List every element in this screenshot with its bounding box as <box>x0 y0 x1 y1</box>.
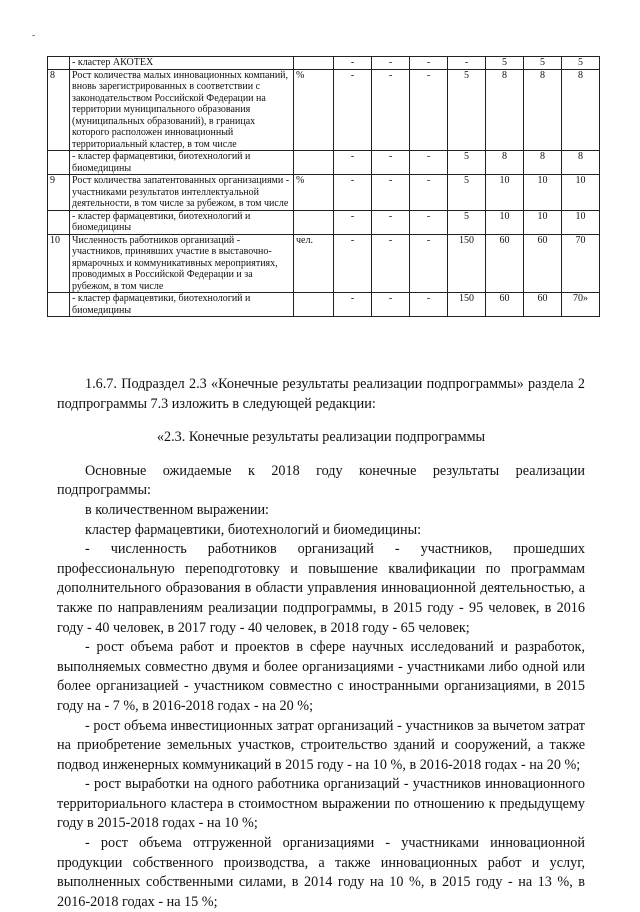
bullet-investment: - рост объема инвестиционных затрат организаций - участников за вычетом затрат на приобретение земельных участков, строительство зданий и сооружений, а также подвод инженерных коммуникаций в 2015 году - на 10 %, в 2016-2018 годах - на 20 %; <box>57 717 585 773</box>
table-row <box>48 210 600 234</box>
value-cell: - <box>372 293 410 317</box>
value-cell: 10 <box>562 175 600 211</box>
unit-cell <box>294 151 334 175</box>
value-cell: 10 <box>486 175 524 211</box>
row-number-cell: 10 <box>48 234 70 293</box>
row-number-cell <box>48 210 70 234</box>
value-cell: - <box>334 293 372 317</box>
value-cell: 5 <box>486 57 524 70</box>
value-cell: - <box>372 69 410 151</box>
value-cell: 5 <box>448 151 486 175</box>
value-cell: 8 <box>486 151 524 175</box>
value-cell: - <box>410 210 448 234</box>
value-cell: 150 <box>448 234 486 293</box>
value-cell: 10 <box>524 210 562 234</box>
indicator-name-cell: - кластер фармацевтики, биотехнологий и биомедицины <box>70 151 294 175</box>
table-row <box>48 151 600 175</box>
value-cell: 5 <box>448 69 486 151</box>
value-cell: 8 <box>524 151 562 175</box>
indicator-name-cell: - кластер фармацевтики, биотехнологий и биомедицины <box>70 293 294 317</box>
value-cell: - <box>410 69 448 151</box>
value-cell: 70» <box>562 293 600 317</box>
paragraph-quantitative: в количественном выражении: <box>85 501 269 518</box>
value-cell: - <box>334 57 372 70</box>
value-cell: 60 <box>524 234 562 293</box>
value-cell: - <box>410 234 448 293</box>
value-cell: - <box>334 210 372 234</box>
indicator-name-cell: - кластер АКОТЕХ <box>70 57 294 70</box>
row-number-cell: 9 <box>48 175 70 211</box>
table-row <box>48 175 600 211</box>
table-row <box>48 69 600 151</box>
table-row <box>48 293 600 317</box>
value-cell: - <box>372 151 410 175</box>
value-cell: - <box>334 151 372 175</box>
value-cell: 8 <box>562 69 600 151</box>
unit-cell: чел. <box>294 234 334 293</box>
value-cell: - <box>334 234 372 293</box>
value-cell: - <box>410 175 448 211</box>
value-cell: - <box>372 234 410 293</box>
value-cell: - <box>334 175 372 211</box>
section-heading: «2.3. Конечные результаты реализации подпрограммы <box>156 429 486 446</box>
value-cell: - <box>334 69 372 151</box>
bullet-shipments: - рост объема отгруженной организациями - участниками инновационной продукции собственного производства, а также инновационных работ и услуг, выполненных собственными силами, в 2014 году на 10 %, в 2015 году - на 13 %, в 2016-2018 годах - на 15 %; <box>57 835 585 910</box>
paragraph-expected-results: Основные ожидаемые к 2018 году конечные результаты реализации подпрограммы: <box>57 462 585 499</box>
value-cell: 5 <box>448 175 486 211</box>
table-row <box>48 57 600 70</box>
row-number-cell <box>48 151 70 175</box>
value-cell: 5 <box>448 210 486 234</box>
value-cell: 5 <box>524 57 562 70</box>
row-number-cell: 8 <box>48 69 70 151</box>
value-cell: 8 <box>486 69 524 151</box>
value-cell: 70 <box>562 234 600 293</box>
unit-cell: % <box>294 175 334 211</box>
value-cell: - <box>410 293 448 317</box>
value-cell: - <box>372 57 410 70</box>
table-row <box>48 234 600 293</box>
value-cell: - <box>448 57 486 70</box>
row-number-cell <box>48 293 70 317</box>
bullet-research: - рост объема работ и проектов в сфере научных исследований и разработок, выполняемых совместно двумя и более организациями - участниками либо одной или более организацией - участником совместно с иностранными организациями, в 2015 году на - 7 %, в 2016-2018 годах - на 20 %; <box>57 639 585 714</box>
indicator-name-cell: Рост количества малых инновационных компаний, вновь зарегистрированных в соответствии с законодательством Российской Федерации на территории муниципального образования (муниципальных образований), в границах которого расположен инновационный территориальный кластер, в том числе <box>70 69 294 151</box>
value-cell: 60 <box>524 293 562 317</box>
value-cell: 8 <box>562 151 600 175</box>
value-cell: 60 <box>486 234 524 293</box>
paragraph-cluster: кластер фармацевтики, биотехнологий и биомедицины: <box>85 521 422 538</box>
unit-cell <box>294 57 334 70</box>
document-body <box>57 375 585 912</box>
indicators-table <box>47 56 600 317</box>
unit-cell: % <box>294 69 334 151</box>
value-cell: - <box>372 210 410 234</box>
value-cell: 10 <box>562 210 600 234</box>
unit-cell <box>294 293 334 317</box>
value-cell: - <box>410 151 448 175</box>
row-number-cell <box>48 57 70 70</box>
value-cell: - <box>372 175 410 211</box>
bullet-productivity: - рост выработки на одного работника организаций - участников инновационного территориального кластера в стоимостном выражении по отношению к предыдущему году в 2015-2018 годах - на 10 %; <box>57 776 585 832</box>
intro-paragraph: 1.6.7. Подраздел 2.3 «Конечные результаты реализации подпрограммы» раздела 2 подпрограммы 7.3 изложить в следующей редакции: <box>57 376 585 412</box>
value-cell: 5 <box>562 57 600 70</box>
value-cell: 10 <box>486 210 524 234</box>
unit-cell <box>294 210 334 234</box>
corner-mark: - <box>32 30 36 41</box>
value-cell: - <box>410 57 448 70</box>
value-cell: 10 <box>524 175 562 211</box>
value-cell: 150 <box>448 293 486 317</box>
indicator-name-cell: - кластер фармацевтики, биотехнологий и биомедицины <box>70 210 294 234</box>
value-cell: 8 <box>524 69 562 151</box>
indicator-name-cell: Численность работников организаций - участников, принявших участие в выставочно-ярмарочных и коммуникативных мероприятиях, проводимых в Российской Федерации и за рубежом, в том числе <box>70 234 294 293</box>
bullet-training: - численность работников организаций - участников, прошедших профессиональную переподготовку и повышение квалификации по программам дополнительного образования в области управления инновационной деятельностью, а также по направлениям реализации подпрограммы, в 2015 году - 95 человек, в 2016 году - 40 человек, в 2017 году - 40 человек, в 2018 году - 65 человек; <box>57 541 585 636</box>
value-cell: 60 <box>486 293 524 317</box>
indicator-name-cell: Рост количества запатентованных организациями - участниками результатов интеллектуальной деятельности, в том числе за рубежом, в том числе <box>70 175 294 211</box>
